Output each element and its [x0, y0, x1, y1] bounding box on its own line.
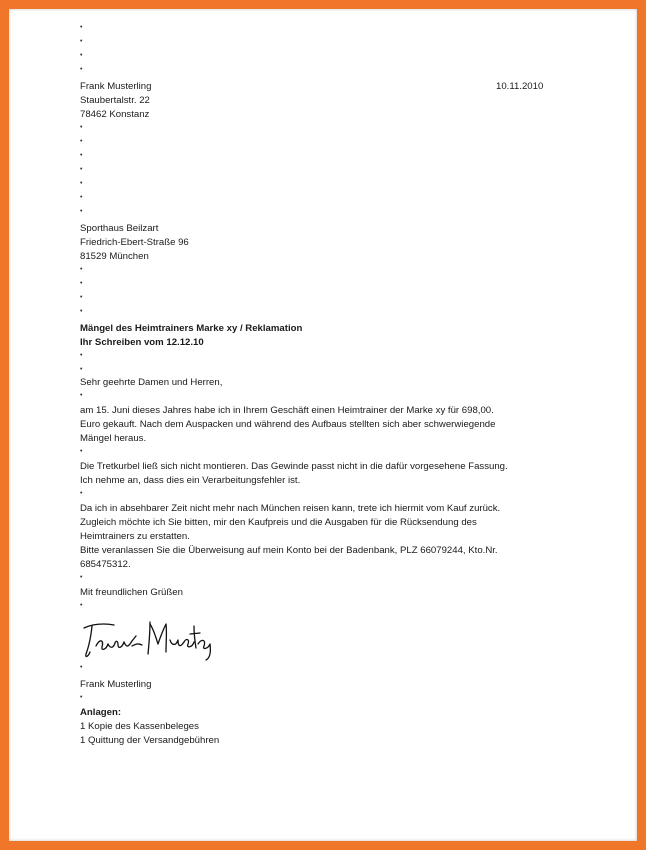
attachments-heading: Anlagen:: [80, 707, 122, 718]
blank-line-marker: •: [80, 124, 83, 131]
signer-name: Frank Musterling: [80, 679, 152, 690]
blank-line-marker: •: [80, 152, 83, 159]
blank-line-marker: •: [80, 308, 83, 315]
blank-line-marker: •: [80, 490, 83, 497]
blank-line-marker: •: [80, 266, 83, 273]
blank-line-marker: •: [80, 352, 83, 359]
blank-line-marker: •: [80, 602, 83, 609]
attachment-item: 1 Kopie des Kassenbeleges: [80, 721, 199, 732]
blank-line-marker: •: [80, 294, 83, 301]
blank-line-marker: •: [80, 448, 83, 455]
paragraph-line: Da ich in absehbarer Zeit nicht mehr nach München reisen kann, trete ich hiermit vom Kauf zurück.: [80, 503, 501, 514]
sender-city: 78462 Konstanz: [80, 109, 150, 120]
handwritten-signature: [80, 616, 220, 662]
paragraph-line: Bitte veranlassen Sie die Überweisung auf mein Konto bei der Badenbank, PLZ 66079244, Kto.Nr.: [80, 545, 498, 556]
blank-line-marker: •: [80, 574, 83, 581]
salutation: Sehr geehrte Damen und Herren,: [80, 377, 223, 388]
paragraph-line: Ich nehme an, dass dies ein Verarbeitungsfehler ist.: [80, 475, 301, 486]
blank-line-marker: •: [80, 208, 83, 215]
blank-line-marker: •: [80, 24, 83, 31]
blank-line-marker: •: [80, 664, 83, 671]
paragraph-line: Zugleich möchte ich Sie bitten, mir den Kaufpreis und die Ausgaben für die Rücksendung des: [80, 517, 477, 528]
letter-date: 10.11.2010: [496, 81, 544, 92]
paragraph-line: Die Tretkurbel ließ sich nicht montieren. Das Gewinde passt nicht in die dafür vorgesehene Fassung.: [80, 461, 508, 472]
blank-line-marker: •: [80, 66, 83, 73]
recipient-city: 81529 München: [80, 251, 149, 262]
sender-street: Staubertalstr. 22: [80, 95, 150, 106]
blank-line-marker: •: [80, 52, 83, 59]
blank-line-marker: •: [80, 366, 83, 373]
blank-line-marker: •: [80, 166, 83, 173]
blank-line-marker: •: [80, 180, 83, 187]
reference-line: Ihr Schreiben vom 12.12.10: [80, 337, 204, 348]
recipient-name: Sporthaus Beilzart: [80, 223, 159, 234]
blank-line-marker: •: [80, 694, 83, 701]
subject-line: Mängel des Heimtrainers Marke xy / Reklamation: [80, 323, 303, 334]
blank-line-marker: •: [80, 392, 83, 399]
paragraph-line: Euro gekauft. Nach dem Auspacken und während des Aufbaus stellten sich aber schwerwiegende: [80, 419, 496, 430]
blank-line-marker: •: [80, 138, 83, 145]
paragraph-line: Mängel heraus.: [80, 433, 147, 444]
paragraph-line: 685475312.: [80, 559, 131, 570]
paragraph-line: Heimtrainers zu erstatten.: [80, 531, 190, 542]
closing: Mit freundlichen Grüßen: [80, 587, 183, 598]
blank-line-marker: •: [80, 194, 83, 201]
paragraph-line: am 15. Juni dieses Jahres habe ich in Ihrem Geschäft einen Heimtrainer der Marke xy für 698,00.: [80, 405, 494, 416]
attachment-item: 1 Quittung der Versandgebühren: [80, 735, 220, 746]
recipient-street: Friedrich-Ebert-Straße 96: [80, 237, 189, 248]
sender-name: Frank Musterling: [80, 81, 152, 92]
blank-line-marker: •: [80, 280, 83, 287]
blank-line-marker: •: [80, 38, 83, 45]
